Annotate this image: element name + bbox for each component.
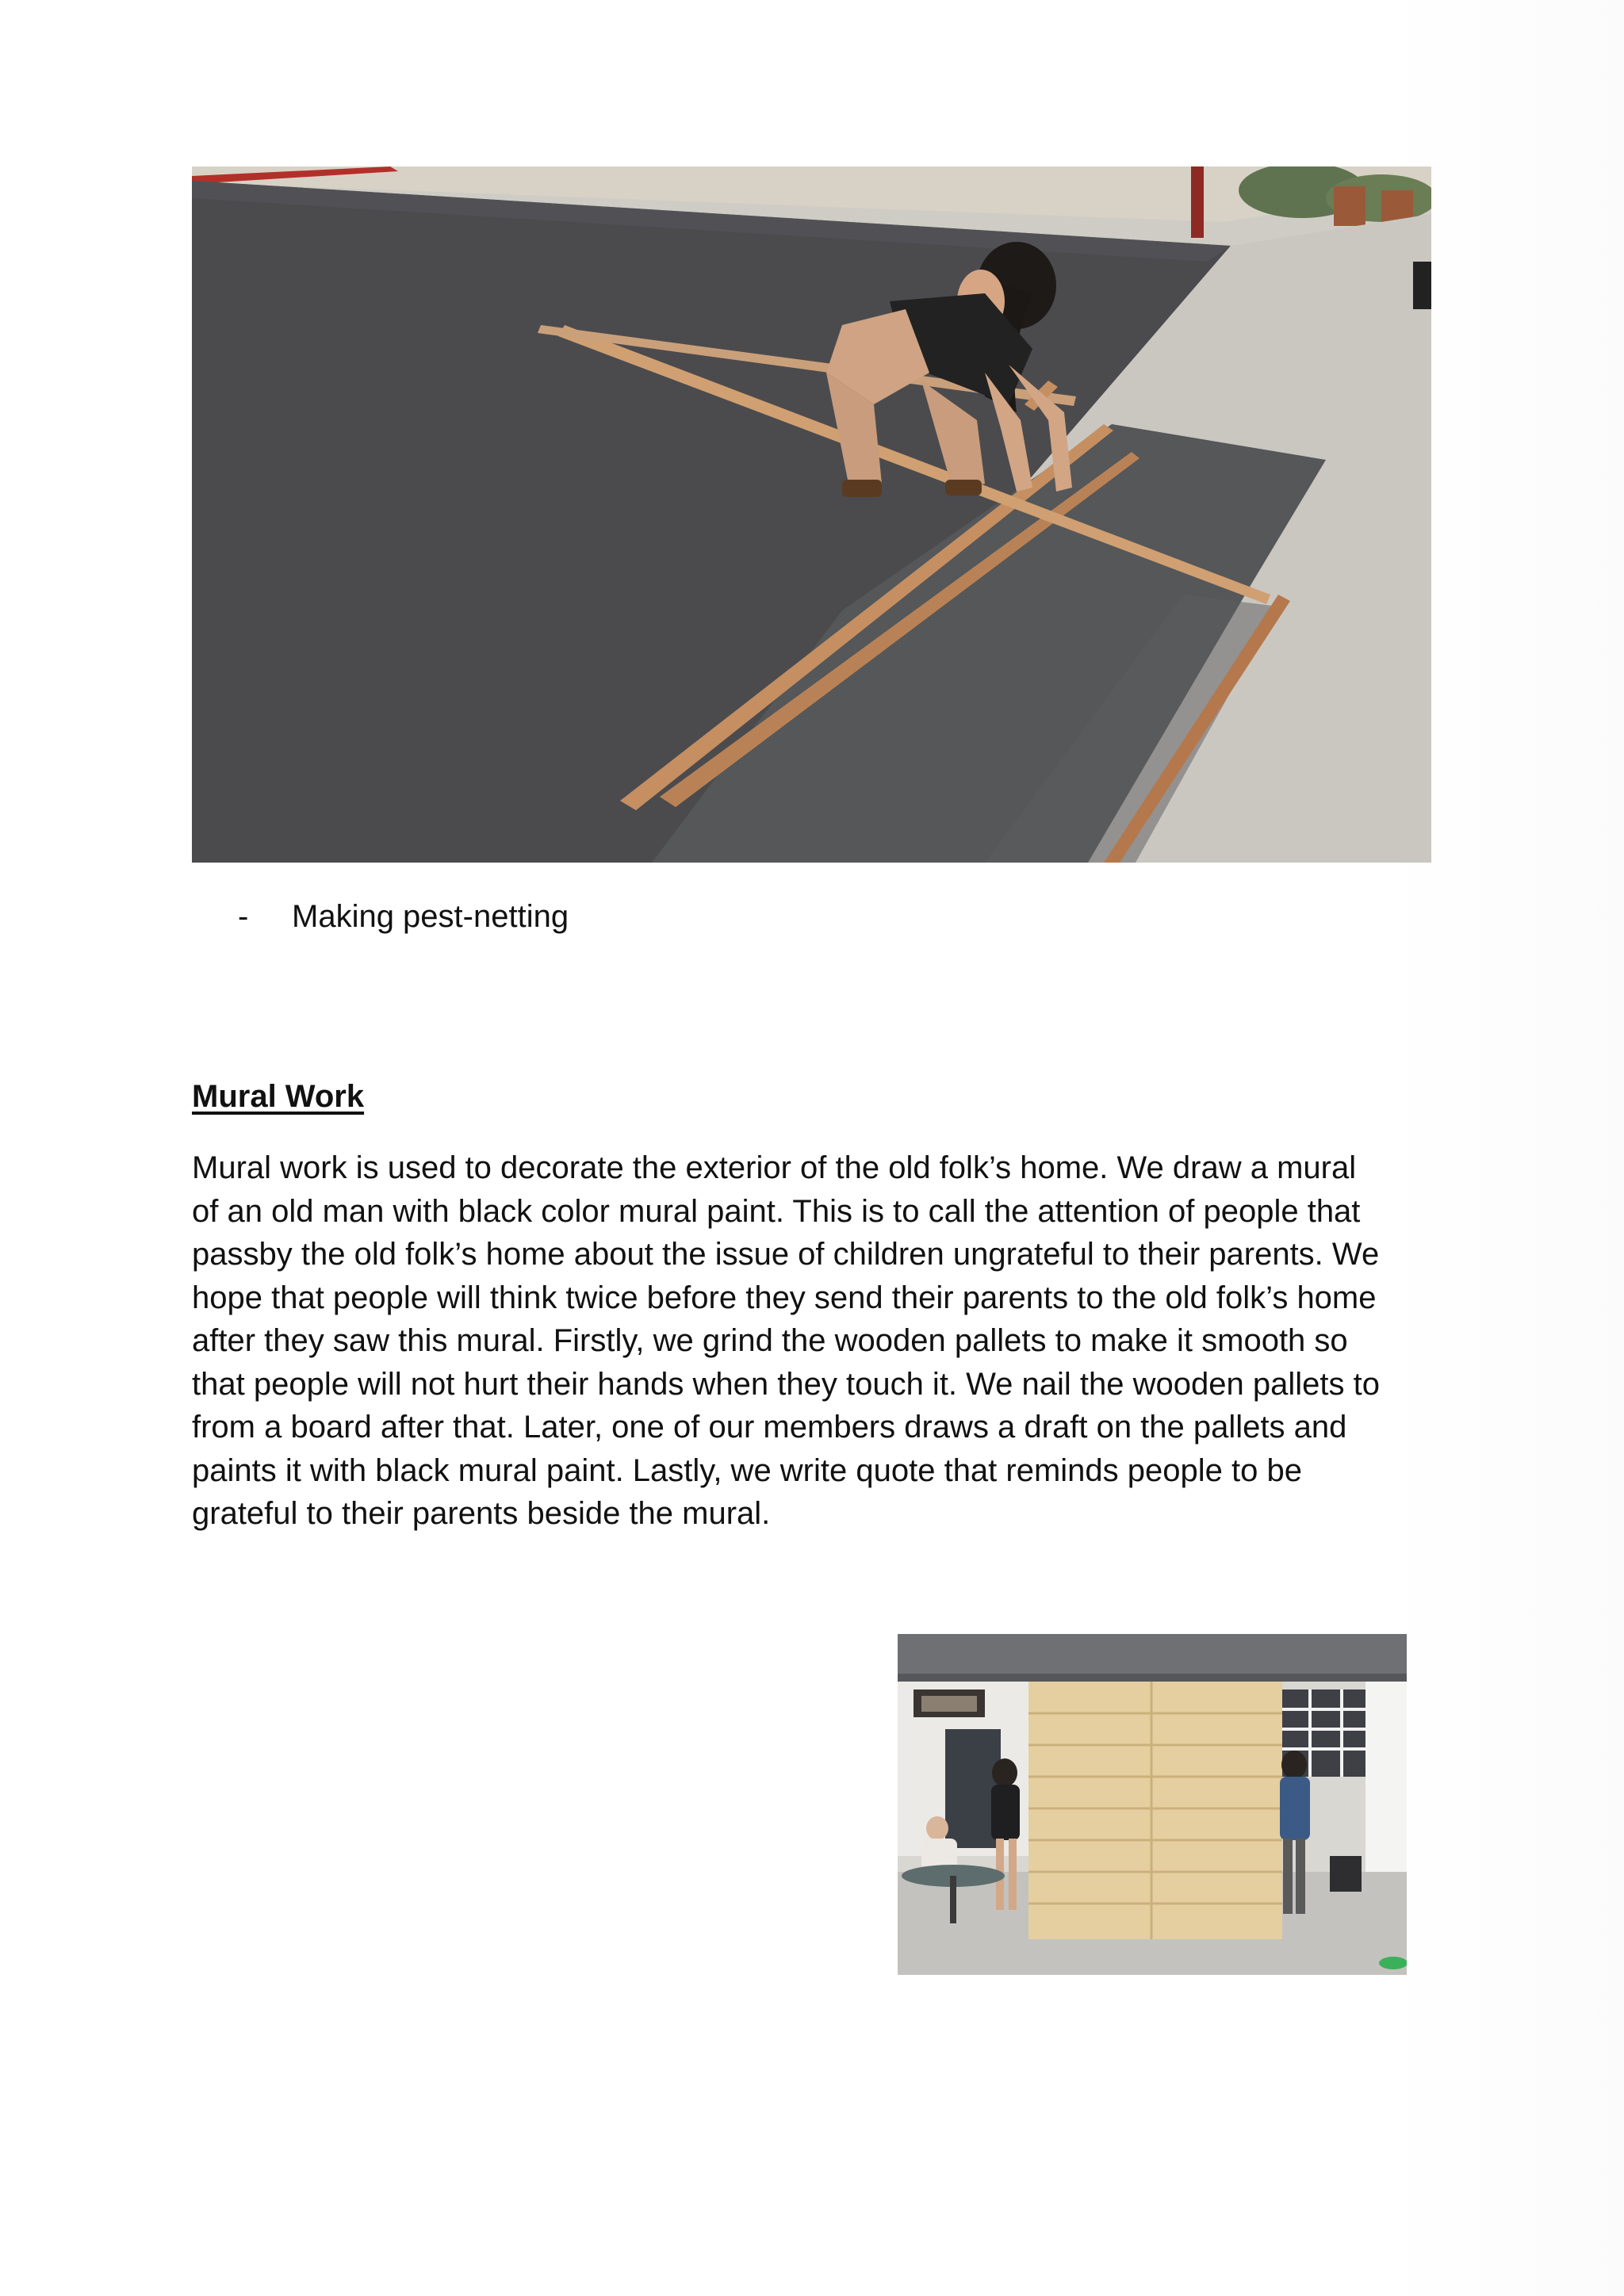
paragraph-line: paints it with black mural paint. Lastly, we write quote that reminds people to be xyxy=(192,1452,1302,1488)
paragraph-line: passby the old folk’s home about the issue of children ungrateful to their parents. We xyxy=(192,1237,1380,1272)
pallet-board-photo-illustration xyxy=(898,1634,1407,1975)
caption-bullet: - xyxy=(238,899,249,934)
photo-caption xyxy=(238,894,569,939)
pest-netting-photo xyxy=(192,166,1431,863)
paragraph-line: hope that people will think twice before they send their parents to the old folk’s home xyxy=(192,1280,1377,1315)
pallet-board-photo xyxy=(898,1634,1407,1975)
paragraph-line: Mural work is used to decorate the exterior of the old folk’s home. We draw a mural xyxy=(192,1150,1357,1185)
section-paragraph xyxy=(192,1146,1437,1536)
paragraph-line: that people will not hurt their hands when they touch it. We nail the wooden pallets to xyxy=(192,1366,1380,1402)
caption-text: Making pest-netting xyxy=(292,899,569,934)
paragraph-line: of an old man with black color mural paint. This is to call the attention of people that xyxy=(192,1193,1361,1229)
pest-netting-photo-illustration xyxy=(192,166,1431,863)
paragraph-line: grateful to their parents beside the mural. xyxy=(192,1496,771,1531)
paragraph-line: from a board after that. Later, one of our members draws a draft on the pallets and xyxy=(192,1410,1347,1445)
section-heading: Mural Work xyxy=(192,1079,365,1114)
paragraph-line: after they saw this mural. Firstly, we grind the wooden pallets to make it smooth so xyxy=(192,1323,1348,1358)
